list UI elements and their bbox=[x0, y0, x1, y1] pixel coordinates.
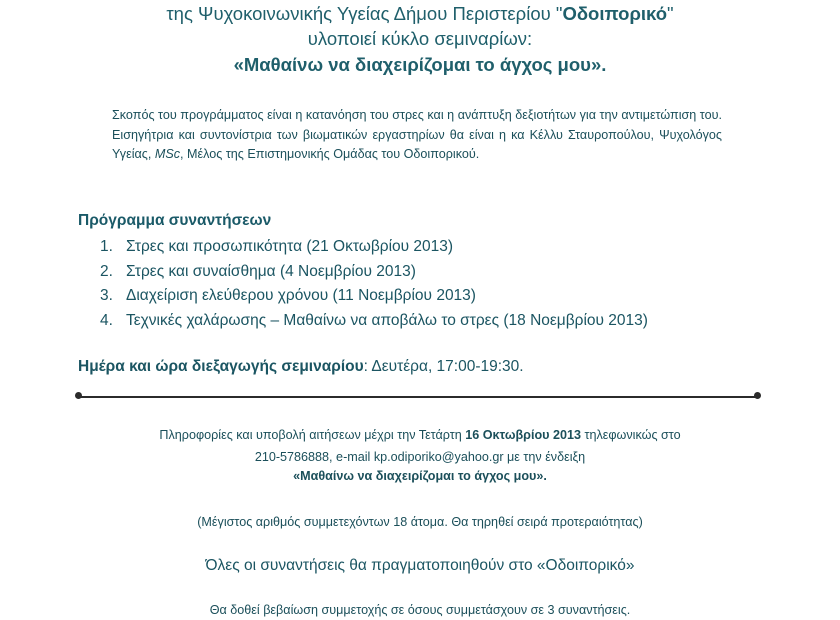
schedule-item-number: 3. bbox=[100, 287, 113, 305]
certificate-note: Θα δοθεί βεβαίωση συμμετοχής σε όσους συμμετάσχουν σε 3 συναντήσεις. bbox=[209, 603, 631, 617]
seminar-day-time-value: : Δευτέρα, 17:00-19:30. bbox=[363, 358, 524, 375]
purpose-text-after: , Μέλος της Επιστημονικής Ομάδας του Οδοιπορικού. bbox=[180, 147, 480, 161]
purpose-paragraph bbox=[112, 106, 722, 165]
contact-line: 210-5786888, e-mail kp.odiporiko@yahoo.gr με την ένδειξη bbox=[254, 450, 586, 464]
application-deadline: 16 Οκτωβρίου 2013 bbox=[465, 428, 581, 442]
schedule-item bbox=[100, 310, 648, 335]
header-line-2: υλοποιεί κύκλο σεμιναρίων: bbox=[307, 28, 533, 49]
organization-name: Οδοιπορικό bbox=[562, 3, 668, 24]
schedule-item-text: Στρες και προσωπικότητα (21 Οκτωβρίου 2013) bbox=[126, 238, 454, 255]
schedule-item-text: Διαχείριση ελεύθερου χρόνου (11 Νοεμβρίου 2013) bbox=[126, 287, 476, 305]
header-line-1 bbox=[0, 3, 840, 25]
schedule-item bbox=[100, 261, 648, 286]
divider-end-dot bbox=[754, 392, 761, 399]
application-subject: «Μαθαίνω να διαχειρίζομαι το άγχος μου». bbox=[293, 469, 547, 483]
schedule-list bbox=[100, 236, 648, 334]
info-line-1 bbox=[0, 428, 840, 442]
schedule-item-number: 2. bbox=[100, 262, 113, 280]
seminar-day-time-label: Ημέρα και ώρα διεξαγωγής σεμιναρίου bbox=[78, 358, 364, 375]
schedule-item-text: Τεχνικές χαλάρωσης – Μαθαίνω να αποβάλω το στρες (18 Νοεμβρίου 2013) bbox=[126, 311, 648, 329]
purpose-degree: MSc bbox=[154, 147, 181, 161]
schedule-item-text: Στρες και συναίσθημα (4 Νοεμβρίου 2013) bbox=[126, 262, 416, 280]
header-quote-close: " bbox=[667, 3, 674, 24]
schedule-item bbox=[100, 285, 648, 310]
info-line-1-prefix: Πληροφορίες και υποβολή αιτήσεων μέχρι την Τετάρτη bbox=[159, 428, 466, 442]
schedule-item-number: 4. bbox=[100, 311, 113, 329]
schedule-item bbox=[100, 236, 648, 261]
section-divider bbox=[78, 396, 758, 398]
seminar-day-time bbox=[78, 358, 524, 376]
schedule-title: Πρόγραμμα συναντήσεων bbox=[78, 212, 272, 229]
info-line-1-suffix: τηλεφωνικώς στο bbox=[580, 428, 681, 442]
seminar-title: «Μαθαίνω να διαχειρίζομαι το άγχος μου». bbox=[233, 54, 607, 75]
header-line-1-prefix: της Ψυχοκοινωνικής Υγείας Δήμου Περιστερίου bbox=[166, 3, 556, 24]
purpose-text-before: Σκοπός του προγράμματος είναι η κατανόηση του στρες και η ανάπτυξη δεξιοτήτων για την αντιμετώπιση του. Εισηγήτρια και συντονίστρια των βιωματικών εργαστηρίων θα είναι η κα Κέλλυ Σταυροπούλου, Ψυχολόγος Υγείας, bbox=[112, 108, 722, 161]
max-participants-note: (Μέγιστος αριθμός συμμετεχόντων 18 άτομα. Θα τηρηθεί σειρά προτεραιότητας) bbox=[197, 515, 643, 529]
schedule-item-number: 1. bbox=[100, 238, 113, 255]
venue-note: Όλες οι συναντήσεις θα πραγματοποιηθούν στο «Οδοιπορικό» bbox=[205, 557, 635, 574]
header-quote-open: " bbox=[555, 3, 563, 24]
